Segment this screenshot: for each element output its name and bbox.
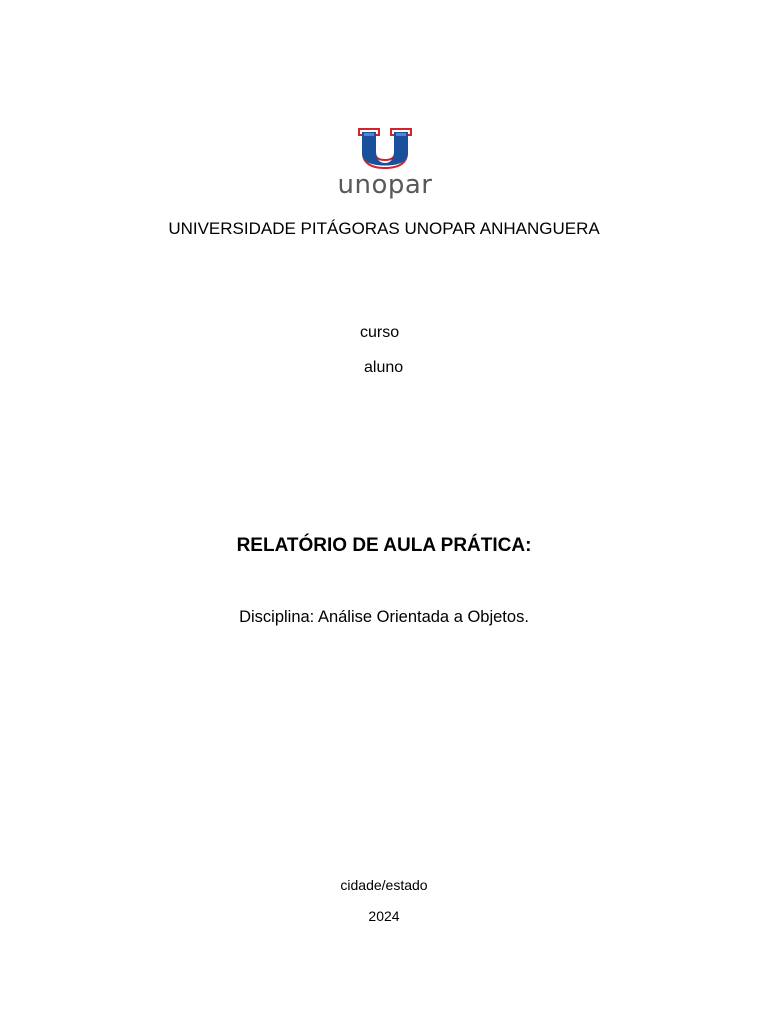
- course-label: curso: [360, 324, 400, 341]
- report-title: RELATÓRIO DE AULA PRÁTICA:: [236, 535, 532, 556]
- unopar-logo: [333, 126, 437, 206]
- city-state: cidade/estado: [340, 877, 428, 893]
- discipline-line: Disciplina: Análise Orientada a Objetos.: [239, 608, 529, 626]
- student-label: aluno: [364, 359, 404, 376]
- unopar-u-mark-icon: [333, 126, 437, 170]
- year: 2024: [368, 908, 400, 924]
- unopar-wordmark: unopar: [337, 170, 433, 200]
- university-name: UNIVERSIDADE PITÁGORAS UNOPAR ANHANGUERA: [168, 219, 600, 238]
